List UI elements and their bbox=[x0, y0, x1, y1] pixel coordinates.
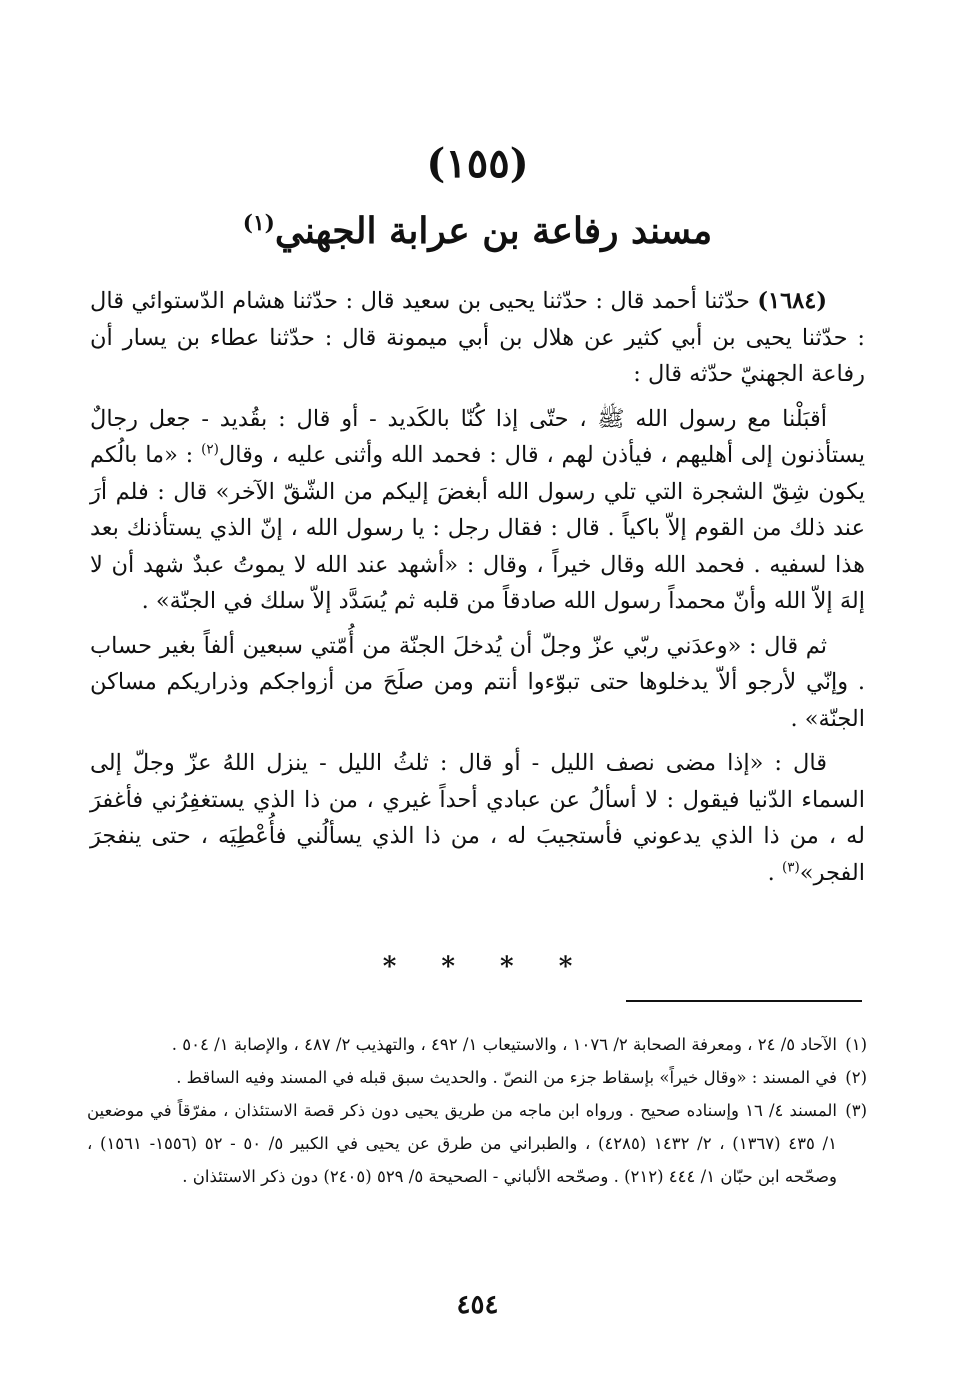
footnote-ref-2: (٢) bbox=[201, 441, 219, 458]
chapter-title-footnote-ref: (١) bbox=[242, 211, 275, 236]
matn-text-3-end: . bbox=[767, 859, 782, 886]
footnote-2 bbox=[87, 1061, 867, 1094]
footnote-number: (١) bbox=[845, 1035, 867, 1054]
hadith-number: (١٦٨٤) bbox=[757, 288, 827, 314]
matn-text-1a: أقبَلْنا مع رسول الله ﷺ ، حتّى إذا كُنّا بالكَديد - أو قال : بقُديد - جعل رجالٌ يستأذنون إلى أهليهم ، فيأذن لهم ، قال : فحمد الله وأثنى عليه ، وقال bbox=[90, 405, 865, 468]
section-separator bbox=[0, 952, 955, 982]
matn-paragraph-2 bbox=[90, 628, 865, 738]
separator-star: * bbox=[441, 952, 455, 982]
separator-star: * bbox=[558, 952, 573, 982]
isnad-text: حدّثنا أحمد قال : حدّثنا يحيى بن سعيد قال : حدّثنا هشام الدّستوائي قال : حدّثنا يحيى بن أبي كثير عن هلال بن أبي ميمونة قال : حدّثنا عطاء بن يسار أن رفاعة الجهنيّ حدّثه قال : bbox=[90, 288, 865, 387]
footnote-1 bbox=[87, 1028, 867, 1061]
chapter-number: (١٥٥) bbox=[426, 140, 529, 187]
footnote-number: (٢) bbox=[845, 1068, 867, 1087]
matn-paragraph-1 bbox=[90, 401, 865, 620]
footnote-text: في المسند : «وقال خيراً» بإسقاط جزء من النصّ . والحديث سبق قبله في المسند وفيه الساقط . bbox=[176, 1068, 837, 1087]
matn-text-2: ثم قال : «وعدَني ربّي عزّ وجلّ أن يُدخلَ الجنّة من أُمّتي سبعين ألفاً بغير حساب . وإنّي لأرجو ألاّ يدخلوها حتى تبوّءوا أنتم ومن صلَحَ من أزواجكم وذراريكم مساكن الجنّة» . bbox=[90, 632, 865, 732]
separator-star: * bbox=[382, 952, 397, 982]
footnote-3 bbox=[87, 1094, 867, 1193]
page-number: ٤٥٤ bbox=[456, 1290, 499, 1320]
footnote-text: الآحاد ٥/ ٢٤ ، ومعرفة الصحابة ٢/ ١٠٧٦ ، والاستيعاب ١/ ٤٩٢ ، والتهذيب ٢/ ٤٨٧ ، والإصابة ١/ ٥٠٤ . bbox=[171, 1035, 837, 1054]
footnote-divider bbox=[626, 1000, 862, 1002]
footnote-ref-3: (٣) bbox=[781, 859, 800, 875]
footnotes bbox=[87, 1028, 867, 1193]
matn-text-3: قال : «إذا مضى نصف الليل - أو قال : ثلثُ الليل - ينزل اللهُ عزّ وجلّ إلى السماء الدّنيا فيقول : لا أسألُ عن عبادي أحداً غيري ، من ذا الذي يستغفِرُني فأغفرَ له ، من ذا الذي يدعوني فأستجيبَ له ، من ذا الذي يسألُني فأُعْطِيَه ، حتى ينفجرَ الفجر» bbox=[90, 750, 865, 886]
chapter-title-text: مسند رفاعة بن عرابة الجهني bbox=[274, 210, 713, 252]
footnote-text: المسند ٤/ ١٦ وإسناده صحيح . ورواه ابن ماجه من طريق يحيى دون ذكر قصة الاستئذان ، مفرّقاً في موضعين ١/ ٤٣٥ (١٣٦٧) ، ٢/ ١٤٣٢ (٤٢٨٥) ، والطبراني من طرق عن يحيى في الكبير ٥/ ٥٠ - ٥٢ (١٥٥٦- ١٥٦١) ، وصحّحه ابن حبّان ١/ ٤٤٤ (٢١٢) . وصحّحه الألباني - الصحيحة ٥/ ٥٢٩ (٢٤٠٥) دون ذكر الاستئذان . bbox=[87, 1101, 837, 1186]
separator-star: * bbox=[500, 952, 514, 982]
isnad-paragraph bbox=[90, 283, 865, 393]
chapter-title bbox=[0, 203, 955, 259]
matn-paragraph-3 bbox=[90, 745, 865, 891]
matn-text-1b: : «ما بالُكم يكون شِقّ الشجرة التي تلي رسول الله أبغضَ إليكم من الشّقّ الآخر» قال : فلم أرَ عند ذلك من القوم إلاّ باكياً . قال : فقال رجل : يا رسول الله ، إنّ الذي يستأذنك بعد هذا لسفيه . فحمد الله وقال خيراً ، وقال : «أشهد عند الله لا يموتُ عبدٌ شهد أن لا إلهَ إلاّ الله وأنّ محمداً رسول الله صادقاً من قلبه ثم يُسَدَّد إلاّ سلك في الجنّة» . bbox=[90, 442, 865, 614]
hadith-body bbox=[90, 283, 865, 899]
footnote-number: (٣) bbox=[845, 1101, 867, 1120]
